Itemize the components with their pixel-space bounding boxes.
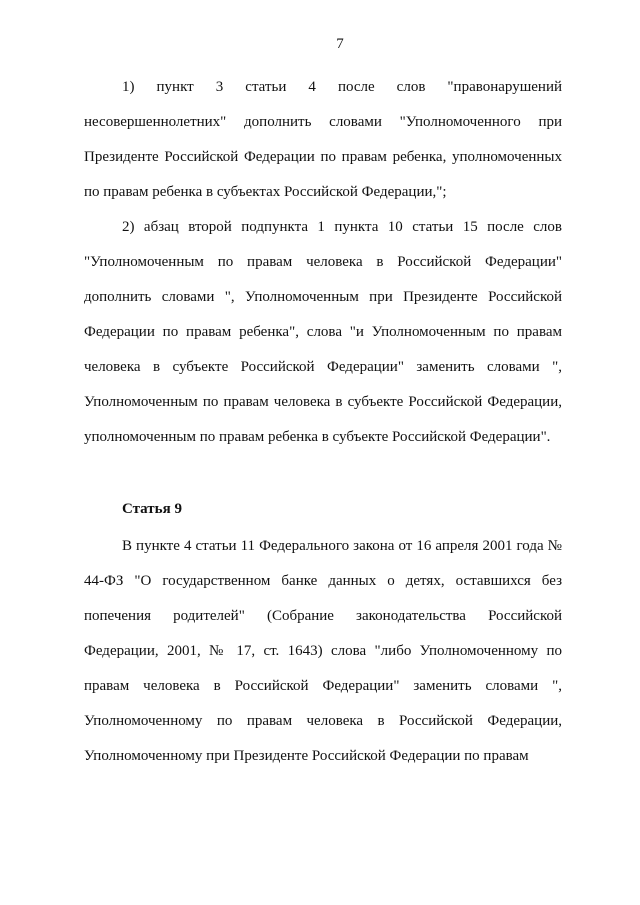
article-paragraph: В пункте 4 статьи 11 Федерального закона от 16 апреля 2001 года № 44-ФЗ "О государственном банке данных о детях, оставшихся без попечения родителей" (Собрание законодательства Российской Федерации, 2001, № 17, ст. 1643) слова "либо Уполномоченному по правам человека в Российской Федерации" заменить словами ", Уполномоченному по правам человека в Российской Федерации, Уполномоченному при Президенте Российской Федерации по правам [84, 538, 562, 764]
document-body [84, 70, 562, 774]
paragraph-item-2: 2) абзац второй подпункта 1 пункта 10 статьи 15 после слов "Уполномоченным по правам человека в Российской Федерации" дополнить словами ", Уполномоченным при Президенте Российской Федерации по правам ребенка", слова "и Уполномоченным по правам человека в субъекте Российской Федерации" заменить словами ", Уполномоченным по правам человека в субъекте Российской Федерации, уполномоченным по правам ребенка в субъекте Российской Федерации". [84, 219, 562, 445]
paragraph-item-1: 1) пункт 3 статьи 4 после слов "правонарушений несовершеннолетних" дополнить словами "Уполномоченного при Президенте Российской Федерации по правам ребенка, уполномоченных по правам ребенка в субъектах Российской Федерации,"; [84, 79, 562, 200]
article-heading: Статья 9 [122, 501, 182, 517]
page-number: 7 [336, 36, 344, 52]
